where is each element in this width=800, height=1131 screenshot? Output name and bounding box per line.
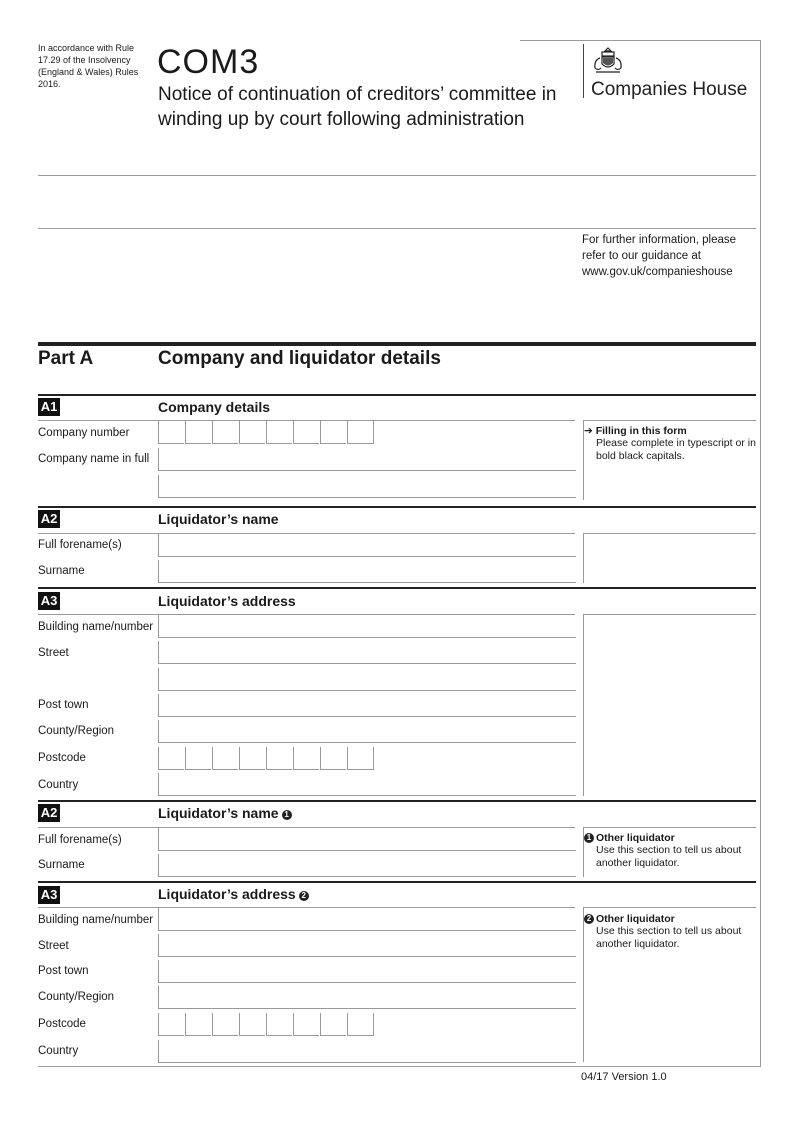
post-town-label: Post town [38, 699, 89, 711]
a2b-rule [38, 800, 756, 802]
postcode-box[interactable] [347, 747, 374, 770]
a3b-postcode-box[interactable] [239, 1013, 265, 1036]
postcode-box[interactable] [239, 747, 265, 770]
forenames-label: Full forename(s) [38, 539, 122, 551]
a3b-post-town-input[interactable] [158, 960, 576, 983]
arrow-right-icon: ➔ [584, 425, 596, 437]
postcode-input[interactable] [158, 747, 375, 769]
note-2-marker-icon: 2 [299, 891, 309, 901]
a3b-county-label: County/Region [38, 991, 115, 1003]
a1-title: Company details [158, 399, 271, 415]
company-number-box[interactable] [158, 421, 184, 444]
street-label: Street [38, 647, 69, 659]
a3b-post-town-label: Post town [38, 965, 89, 977]
a2b-surname-label: Surname [38, 859, 85, 871]
a3b-postcode-box[interactable] [347, 1013, 374, 1036]
forenames-input[interactable] [158, 534, 576, 557]
a3b-note-title [584, 913, 756, 925]
postcode-box[interactable] [266, 747, 292, 770]
company-number-box[interactable] [212, 421, 238, 444]
a3b-street-input[interactable] [158, 934, 576, 957]
royal-crest-icon [591, 46, 625, 76]
company-name-input-1[interactable] [158, 448, 576, 471]
a3b-building-label: Building name/number [38, 914, 154, 926]
a2b-forenames-label: Full forename(s) [38, 834, 122, 846]
company-number-box[interactable] [185, 421, 211, 444]
county-input[interactable] [158, 720, 576, 743]
a3b-country-input[interactable] [158, 1040, 576, 1063]
county-label: County/Region [38, 725, 115, 737]
postcode-box[interactable] [212, 747, 238, 770]
a3-title: Liquidator’s address [158, 593, 296, 609]
part-title: Company and liquidator details [158, 348, 441, 369]
a2-rule [38, 506, 756, 508]
form-title-line1: Notice of continuation of creditors’ committee in [158, 84, 557, 105]
company-name-label: Company name in full [38, 453, 150, 465]
a3b-postcode-input[interactable] [158, 1013, 375, 1035]
a3-rule [38, 587, 756, 589]
company-number-box[interactable] [320, 421, 346, 444]
note-1-icon: 1 [584, 833, 594, 843]
postcode-label: Postcode [38, 752, 86, 764]
form-title-line2: winding up by court following administration [158, 109, 525, 130]
a3b-title-text: Liquidator’s address [158, 886, 296, 902]
street-input-2[interactable] [158, 668, 576, 691]
postcode-box[interactable] [185, 747, 211, 770]
a2b-guidance-panel [583, 827, 756, 877]
a3b-postcode-box[interactable] [212, 1013, 238, 1036]
a3b-building-input[interactable] [158, 908, 576, 931]
a2b-forenames-input[interactable] [158, 828, 576, 851]
postcode-box[interactable] [158, 747, 184, 770]
company-number-box[interactable] [347, 421, 374, 444]
a2b-note-body-2: another liquidator. [596, 857, 680, 869]
a3b-note-title-text: Other liquidator [596, 913, 675, 925]
a3b-postcode-box[interactable] [320, 1013, 346, 1036]
header-rule-1 [38, 175, 756, 176]
a3b-postcode-box[interactable] [158, 1013, 184, 1036]
surname-input[interactable] [158, 560, 576, 583]
form-code: COM3 [157, 43, 260, 81]
a2b-title [158, 805, 292, 821]
part-a-rule [38, 342, 756, 346]
a3b-badge: A3 [38, 886, 60, 904]
postcode-box[interactable] [320, 747, 346, 770]
header-rule-2 [38, 228, 756, 229]
a3b-note-body-1: Use this section to tell us about [596, 925, 742, 937]
company-name-input-2[interactable] [158, 475, 576, 498]
filling-note-body-2: bold black capitals. [596, 450, 685, 462]
a3b-country-label: Country [38, 1045, 79, 1057]
part-label: Part A [38, 348, 94, 369]
frame-top-border [520, 40, 761, 41]
post-town-input[interactable] [158, 694, 576, 717]
guidance-line-1: For further information, please [582, 234, 737, 246]
country-label: Country [38, 779, 79, 791]
surname-label: Surname [38, 565, 85, 577]
a3b-rule [38, 881, 756, 883]
building-input[interactable] [158, 615, 576, 638]
a3b-street-label: Street [38, 940, 69, 952]
a3b-title [158, 886, 309, 902]
legal-note: In accordance with Rule 17.29 of the Insolvency (England & Wales) Rules 2016. [38, 43, 139, 89]
a2b-badge: A2 [38, 804, 60, 822]
filling-note-title [584, 425, 756, 437]
guidance-url[interactable]: www.gov.uk/companieshouse [582, 266, 733, 278]
a3-side-panel [583, 614, 756, 796]
a1-rule [38, 394, 756, 396]
guidance-text [582, 232, 757, 280]
a2b-title-text: Liquidator’s name [158, 805, 279, 821]
a3b-guidance-panel [583, 907, 756, 1062]
frame-right-border [760, 40, 761, 1066]
street-input-1[interactable] [158, 641, 576, 664]
company-number-box[interactable] [266, 421, 292, 444]
footer-rule [38, 1066, 761, 1067]
postcode-box[interactable] [293, 747, 319, 770]
logo-separator [583, 44, 584, 98]
company-number-input[interactable] [158, 421, 375, 443]
building-label: Building name/number [38, 621, 154, 633]
a2b-note-title-text: Other liquidator [596, 832, 675, 844]
filling-note-body-1: Please complete in typescript or in [596, 437, 756, 449]
note-2-icon: 2 [584, 914, 594, 924]
note-1-marker-icon: 1 [282, 810, 292, 820]
a3b-county-input[interactable] [158, 986, 576, 1009]
company-number-box[interactable] [293, 421, 319, 444]
org-name: Companies House [591, 79, 748, 100]
country-input[interactable] [158, 773, 576, 796]
form-version: 04/17 Version 1.0 [581, 1071, 667, 1083]
a2-title: Liquidator’s name [158, 511, 279, 527]
a3-badge: A3 [38, 592, 60, 610]
a2-side-panel [583, 533, 756, 583]
a2-badge: A2 [38, 510, 60, 528]
a3b-postcode-box[interactable] [293, 1013, 319, 1036]
filling-note-title-text: Filling in this form [595, 425, 687, 437]
company-number-label: Company number [38, 427, 130, 439]
a3b-postcode-label: Postcode [38, 1018, 86, 1030]
a3b-postcode-box[interactable] [185, 1013, 211, 1036]
guidance-line-2: refer to our guidance at [582, 250, 701, 262]
a1-guidance-panel [583, 420, 756, 500]
a3b-note-body-2: another liquidator. [596, 938, 680, 950]
company-number-box[interactable] [239, 421, 265, 444]
a2b-note-title [584, 832, 756, 844]
a3b-postcode-box[interactable] [266, 1013, 292, 1036]
a2b-note-body-1: Use this section to tell us about [596, 844, 742, 856]
a1-badge: A1 [38, 398, 60, 416]
a2b-surname-input[interactable] [158, 854, 576, 877]
